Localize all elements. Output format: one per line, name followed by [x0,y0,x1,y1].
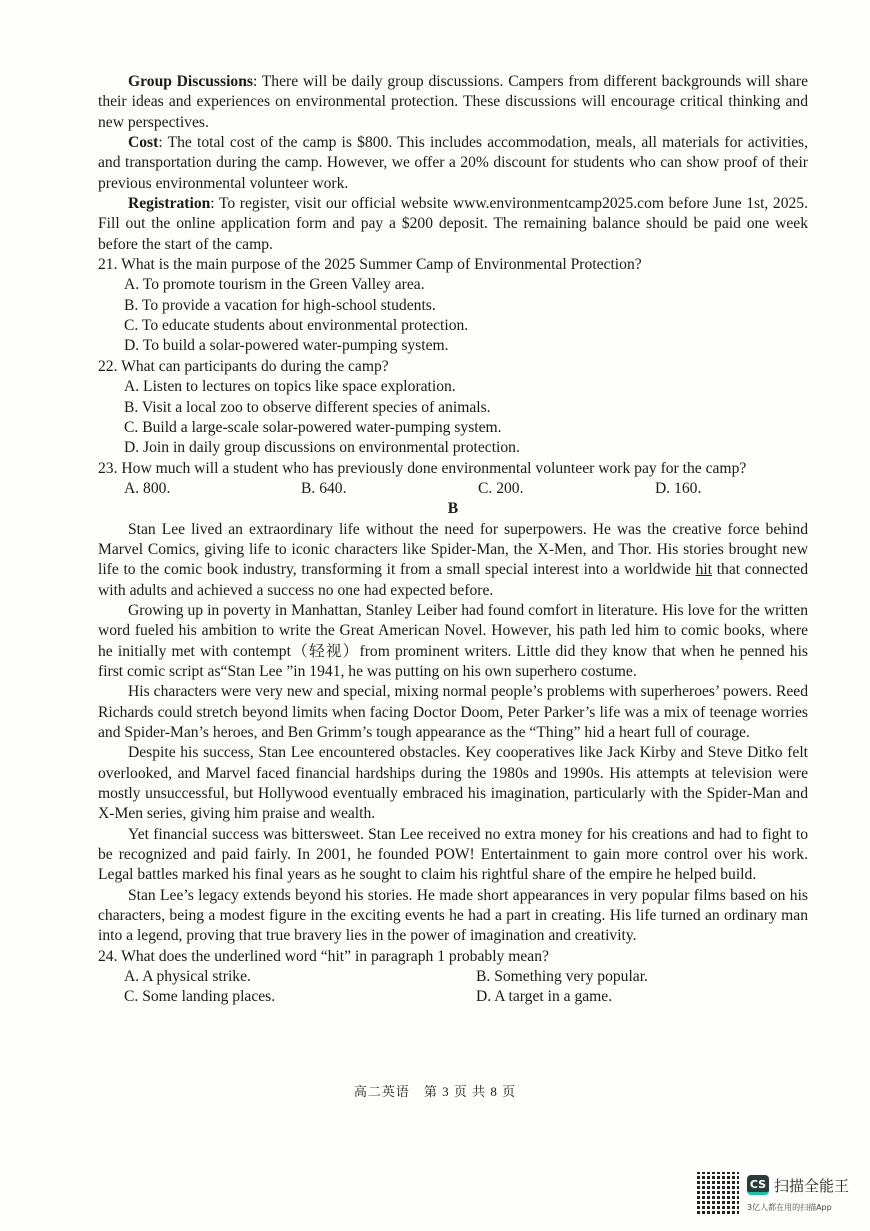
label: Registration [128,195,211,213]
camscanner-watermark [697,1172,862,1220]
text: : There will be daily group discussions. Campers from different backgrounds will share their ideas and experiences on environmental protection. These discussions will encourage critical thinking and new perspectives. [98,73,809,131]
camscanner-logo-icon: CS [747,1175,769,1195]
watermark-tagline: 3亿人都在用的扫描App [747,1203,832,1212]
option-c: C. 200. [478,479,524,497]
question-stem: 22. What can participants do during the camp? [98,357,389,375]
option-c: C. Some landing places. [124,988,276,1006]
option-c: C. To educate students about environmental protection. [124,317,469,335]
question-stem: 24. What does the underlined word “hit” in paragraph 1 probably mean? [98,947,549,965]
paragraph-registration [98,194,808,255]
option-b: B. 640. [301,479,347,497]
option-d: D. 160. [655,479,702,497]
page-footer: 高二英语 第 3 页 共 8 页 [353,1084,517,1099]
question-stem: 21. What is the main purpose of the 2025 Summer Camp of Environmental Protection? [98,256,642,274]
option-a: A. 800. [124,479,171,497]
option-a: A. Listen to lectures on topics like space exploration. [124,378,456,396]
passage-b-paragraph-4: Despite his success, Stan Lee encountered obstacles. Key cooperatives like Jack Kirby and Steve Ditko felt overlooked, and Marvel faced financial hardships during the 1980s and 1990s. His attempts at television were mostly unsuccessful, but Hollywood eventually embraced his imagination, particularly with the Spider-Man and X-Men series, giving him praise and wealth. [98,744,808,823]
text: that connected with adults and achieved a success no one had expected before. [98,561,808,599]
option-d: D. To build a solar-powered water-pumping system. [124,337,449,355]
qr-code-icon [697,1172,739,1214]
section-heading-b: B [447,500,459,518]
passage-b-paragraph-3: His characters were very new and special, mixing normal people’s problems with superheroes’ powers. Reed Richards could stretch beyond limits when facing Doctor Doom, Peter Parker’s life was a mix of teenage worries and Spider-Man’s heroes, and Ben Grimm’s tough appearance as the “Thing” hid a heart full of courage. [98,683,808,741]
label: Group Discussions [128,73,253,90]
question-21 [98,255,808,357]
label: Cost [128,134,159,152]
passage-b-paragraph-1 [98,520,808,601]
text: : The total cost of the camp is $800. This includes accommodation, meals, all materials for activities, and transportation during the camp. However, we offer a 20% discount for students who can show proof of their previous environmental volunteer work. [98,134,808,192]
passage-b-paragraph-6: Stan Lee’s legacy extends beyond his stories. He made short appearances in very popular films based on his characters, being a modest figure in the exciting events he had a part in creating. His life turned an ordinary man into a legend, proving that true bravery lies in the power of imagination and creativity. [98,886,808,945]
paragraph-cost [98,133,808,194]
option-b: B. Visit a local zoo to observe different species of animals. [124,398,491,416]
watermark-name: 扫描全能王 [774,1177,850,1195]
option-d: D. Join in daily group discussions on environmental protection. [124,439,520,457]
paragraph-group-discussions [98,72,808,133]
option-b: B. To provide a vacation for high-school students. [124,296,436,314]
option-a: A. To promote tourism in the Green Valley area. [124,276,425,294]
passage-b-paragraph-5: Yet financial success was bittersweet. Stan Lee received no extra money for his creations and had to fight to be recognized and paid fairly. In 2001, he founded POW! Entertainment to gain more control over his work. Legal battles marked his final years as he sought to claim his rightful share of the empire he helped build. [98,825,808,884]
option-a: A. A physical strike. [124,968,251,986]
question-22 [98,357,808,459]
option-c: C. Build a large-scale solar-powered water-pumping system. [124,418,502,436]
question-stem: 23. How much will a student who has previously done environmental volunteer work pay for the camp? [98,459,747,477]
underlined-word: hit [695,561,713,579]
text: : To register, visit our official website www.environmentcamp2025.com before June 1st, 2025. Fill out the online application form and pay a $200 deposit. The remaining balance should be paid one week before the start of the camp. [98,195,808,253]
option-d: D. A target in a game. [476,988,613,1006]
question-23 [98,459,808,500]
option-b: B. Something very popular. [476,968,648,986]
exam-page [98,72,808,1008]
passage-b-paragraph-2: Growing up in poverty in Manhattan, Stanley Leiber had found comfort in literature. His love for the written word fueled his ambition to write the Great American Novel. However, his path led him to comic books, where he initially met with contempt（轻视）from prominent writers. Little did they know that when he penned his first comic script as“Stan Lee ”in 1941, he was putting on his own superhero costume. [98,601,808,680]
question-24 [98,947,808,1008]
text: Stan Lee lived an extraordinary life without the need for superpowers. He was the creative force behind Marvel Comics, giving life to iconic characters like Spider-Man, the X-Men, and Thor. His stories brought new life to the comic book industry, transforming it from a small special interest into a worldwide [98,520,808,579]
